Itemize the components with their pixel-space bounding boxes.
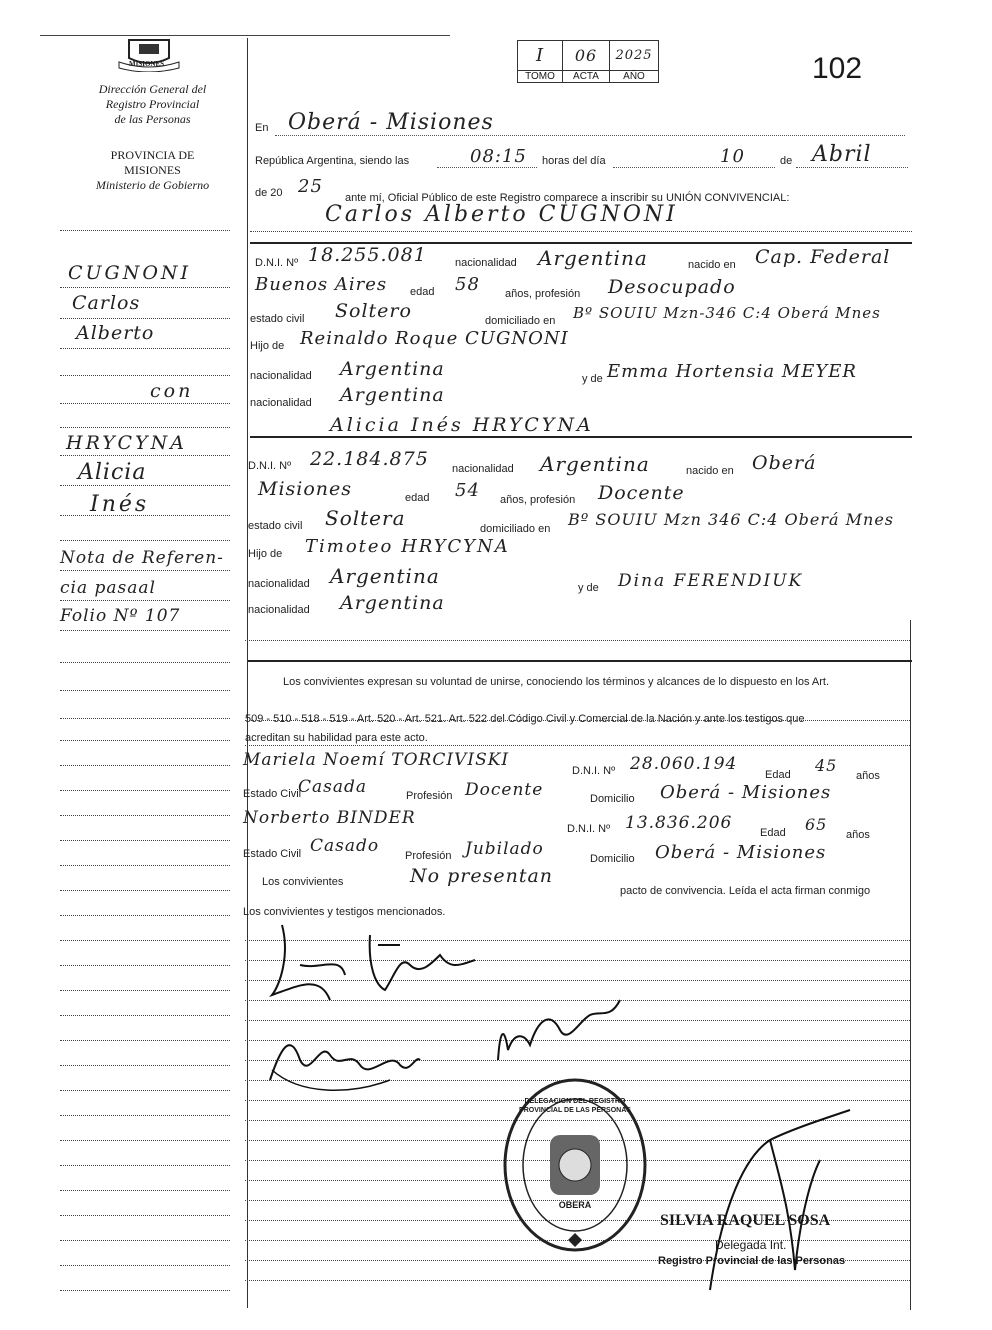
ministry-line: Ministerio de Gobierno [95, 178, 210, 192]
right-border [910, 620, 911, 1310]
official-registry: Registro Provincial de las Personas [658, 1255, 846, 1267]
place-value: Oberá - Misiones [288, 110, 494, 135]
official-signature [700, 1100, 860, 1300]
margin-ruled-line [60, 600, 230, 601]
p1-dom-label: domiciliado en [485, 315, 556, 327]
margin-ruled-line [60, 790, 230, 791]
p1-civil: Soltero [335, 300, 412, 322]
w2-profession: Jubilado [465, 839, 544, 859]
p2-nationality: Argentina [540, 452, 650, 476]
margin-ruled-line [60, 318, 230, 319]
margin-ruled-line [60, 540, 230, 541]
ruled-line [245, 745, 910, 746]
p1-born: Cap. Federal [755, 246, 891, 268]
margin-ruled-line [60, 1265, 230, 1266]
margin-name1-surname: CUGNONI [68, 262, 192, 284]
p2-nac1-label: nacionalidad [248, 578, 310, 590]
w1-anios-label: años [856, 770, 880, 782]
w1-edad-label: Edad [765, 769, 791, 781]
header-line-3: de las Personas [114, 112, 191, 126]
w2-name: Norberto BINDER [243, 808, 416, 828]
p2-father: Timoteo HRYCYNA [305, 536, 510, 557]
w1-name: Mariela Noemí TORCIVISKI [243, 750, 510, 770]
w1-address: Oberá - Misiones [660, 782, 832, 803]
section-rule-3 [248, 660, 912, 662]
official-stamp [500, 1075, 650, 1255]
w1-prof-label: Profesión [406, 790, 453, 802]
p2-yde-label: y de [578, 582, 599, 594]
de-label: de [780, 155, 793, 167]
rule [250, 231, 912, 232]
p2-born2: Misiones [258, 478, 353, 500]
margin-ruled-line [60, 865, 230, 866]
p1-mother-nat: Argentina [340, 384, 445, 406]
w1-civil-label: Estado Civil [243, 788, 302, 800]
p1-address: Bº SOUIU Mzn-346 C:4 Oberá Mnes [573, 304, 881, 322]
anio-label: AÑO [610, 71, 659, 83]
person2-name: Alicia Inés HRYCYNA [330, 414, 594, 436]
p2-mother-nat: Argentina [340, 592, 445, 614]
p1-civil-label: estado civil [250, 313, 305, 325]
acta-label: ACTA [563, 71, 610, 83]
ruled-line [245, 720, 910, 721]
margin-ruled-line [60, 662, 230, 663]
margin-ruled-line [60, 765, 230, 766]
p1-age: 58 [455, 274, 480, 295]
margin-connector: con [150, 380, 194, 402]
pact-label: Los convivientes [262, 876, 344, 888]
signature-1-and-2 [260, 915, 500, 1015]
tomo-value: I [518, 41, 563, 71]
w2-address: Oberá - Misiones [655, 842, 827, 863]
margin-ruled-line [60, 840, 230, 841]
margin-ruled-line [60, 348, 230, 349]
day-line [613, 167, 775, 168]
official-name: SILVIA RAQUEL SOSA [660, 1212, 831, 1229]
w2-anios-label: años [846, 829, 870, 841]
month-value: Abril [812, 142, 872, 167]
p2-hijo-label: Hijo de [248, 548, 283, 560]
pact-text: pacto de convivencia. Leída el acta firman conmigo [620, 885, 871, 897]
margin-ruled-line [60, 230, 230, 231]
margin-ruled-line [60, 915, 230, 916]
month-line [796, 167, 908, 168]
declaration-line-2: 509 - 510 - 518 - 519 - Art. 520 - Art. 521. Art. 522 del Código Civil y Comercial de la Nación y ante los testigos que [245, 713, 805, 725]
p1-yde-label: y de [582, 373, 603, 385]
w2-dni: 13.836.206 [625, 813, 733, 833]
p1-mother: Emma Hortensia MEYER [607, 361, 857, 382]
p1-father-nat: Argentina [340, 358, 445, 380]
margin-reference-1: Nota de Referen- [60, 548, 224, 568]
margin-ruled-line [60, 485, 230, 486]
top-border [40, 35, 450, 36]
tomo-label: TOMO [518, 71, 563, 83]
header-line-2: Registro Provincial [105, 97, 200, 111]
crest-text: MISIONES [129, 60, 165, 68]
anio-value: 2025 [610, 41, 659, 71]
institution-header [60, 82, 245, 127]
margin-ruled-line [60, 375, 230, 376]
margin-ruled-line [60, 287, 230, 288]
margin-ruled-line [60, 1290, 230, 1291]
w1-dni-label: D.N.I. Nº [572, 765, 616, 777]
p2-age: 54 [455, 480, 480, 501]
p2-civil: Soltera [325, 506, 406, 530]
margin-name2-second: Inés [90, 492, 150, 517]
official-title: Delegada Int. [715, 1238, 787, 1252]
time-value: 08:15 [470, 146, 527, 167]
p2-nacido-label: nacido en [686, 465, 734, 477]
p2-nac2-label: nacionalidad [248, 604, 310, 616]
province-line-1: PROVINCIA DE [110, 148, 195, 162]
w2-edad-label: Edad [760, 827, 786, 839]
horas-label: horas del día [542, 155, 606, 167]
p2-born: Oberá [752, 452, 817, 474]
place-line [275, 135, 905, 136]
p1-nac1-label: nacionalidad [250, 370, 312, 382]
pact-value: No presentan [410, 865, 554, 887]
p1-hijo-label: Hijo de [250, 340, 285, 352]
w2-civil-label: Estado Civil [243, 848, 302, 860]
p2-prof-label: años, profesión [500, 494, 576, 506]
margin-ruled-line [60, 965, 230, 966]
p1-dni-value: 18.255.081 [308, 244, 427, 266]
header-line-1: Dirección General del [98, 82, 207, 96]
year-value: 25 [298, 176, 323, 197]
margin-ruled-line [60, 990, 230, 991]
de20-label: de 20 [255, 187, 283, 199]
margin-divider [247, 38, 248, 1308]
p2-nac-label: nacionalidad [452, 463, 514, 475]
day-value: 10 [720, 146, 745, 167]
w1-dni: 28.060.194 [630, 754, 738, 774]
w2-dni-label: D.N.I. Nº [567, 823, 611, 835]
margin-ruled-line [60, 1240, 230, 1241]
province-crest-logo [113, 36, 185, 72]
margin-ruled-line [60, 1015, 230, 1016]
signature-3 [260, 1010, 430, 1100]
margin-reference-3: Folio Nº 107 [60, 606, 181, 626]
margin-ruled-line [60, 1140, 230, 1141]
p2-profession: Docente [598, 482, 685, 504]
p1-born2: Buenos Aires [255, 274, 388, 295]
person1-name: Carlos Alberto CUGNONI [325, 202, 678, 227]
margin-ruled-line [60, 1190, 230, 1191]
stamp-ring-text: DELEGACION DEL REGISTRO PROVINCIAL DE LAS PERSONAS [519, 1098, 631, 1114]
p2-civil-label: estado civil [248, 520, 303, 532]
p1-father: Reinaldo Roque CUGNONI [300, 328, 569, 349]
pact-line-2: Los convivientes y testigos mencionados. [243, 906, 446, 918]
stamp-bottom-text: OBERA [558, 1200, 592, 1210]
p1-dni-label: D.N.I. Nº [255, 257, 299, 269]
p1-prof-label: años, profesión [505, 288, 581, 300]
p1-profession: Desocupado [608, 276, 736, 298]
p1-edad-label: edad [410, 286, 435, 298]
margin-ruled-line [60, 630, 230, 631]
time-line [437, 167, 537, 168]
p2-father-nat: Argentina [330, 564, 440, 588]
w2-dom-label: Domicilio [590, 853, 635, 865]
p1-nacido-label: nacido en [688, 259, 736, 271]
margin-name1-second: Alberto [76, 322, 155, 344]
p1-nac-label: nacionalidad [455, 257, 517, 269]
margin-ruled-line [60, 690, 230, 691]
declaration-line-3: acreditan su habilidad para este acto. [245, 732, 428, 744]
signature-4 [490, 990, 630, 1080]
w2-civil: Casado [310, 836, 380, 856]
p2-dom-label: domiciliado en [480, 523, 551, 535]
margin-ruled-line [60, 718, 230, 719]
margin-name1-first: Carlos [72, 292, 141, 314]
margin-ruled-line [60, 890, 230, 891]
w1-profession: Docente [465, 780, 544, 800]
margin-ruled-line [60, 1215, 230, 1216]
margin-ruled-line [60, 455, 230, 456]
registry-box [517, 40, 659, 83]
margin-ruled-line [60, 1040, 230, 1041]
margin-ruled-line [60, 1115, 230, 1116]
margin-ruled-line [60, 1090, 230, 1091]
margin-reference-2: cia pasaal [60, 578, 156, 598]
w2-prof-label: Profesión [405, 850, 452, 862]
p1-nationality: Argentina [538, 246, 648, 270]
acta-value: 06 [563, 41, 610, 71]
margin-ruled-line [60, 740, 230, 741]
w2-age: 65 [805, 815, 828, 834]
en-label: En [255, 122, 269, 134]
section-rule-2 [250, 436, 912, 438]
margin-ruled-line [60, 815, 230, 816]
p2-dni-value: 22.184.875 [310, 448, 429, 470]
margin-ruled-line [60, 403, 230, 404]
p2-edad-label: edad [405, 492, 430, 504]
rep-label: República Argentina, siendo las [255, 155, 410, 167]
margin-name2-surname: HRYCYNA [66, 432, 187, 454]
w1-age: 45 [815, 756, 838, 775]
intro-text: ante mí, Oficial Público de este Registro comparece a inscribir su UNIÓN CONVIVENCIAL: [345, 192, 790, 204]
p2-dni-label: D.N.I. Nº [248, 460, 292, 472]
w1-civil: Casada [298, 777, 368, 797]
page-number: 102 [812, 52, 863, 85]
margin-ruled-line [60, 1065, 230, 1066]
ruled-line [245, 640, 910, 641]
province-block [60, 148, 245, 193]
margin-ruled-line [60, 1165, 230, 1166]
margin-ruled-line [60, 427, 230, 428]
margin-ruled-line [60, 570, 230, 571]
margin-name2-first: Alicia [78, 460, 147, 485]
margin-ruled-line [60, 940, 230, 941]
p2-mother: Dina FERENDIUK [618, 571, 804, 591]
province-line-2: MISIONES [124, 163, 181, 177]
p2-address: Bº SOUIU Mzn 346 C:4 Oberá Mnes [568, 510, 895, 529]
w1-dom-label: Domicilio [590, 793, 635, 805]
declaration-line-1: Los convivientes expresan su voluntad de unirse, conociendo los términos y alcances de lo dispuesto en los Art. [283, 676, 830, 688]
p1-nac2-label: nacionalidad [250, 397, 312, 409]
